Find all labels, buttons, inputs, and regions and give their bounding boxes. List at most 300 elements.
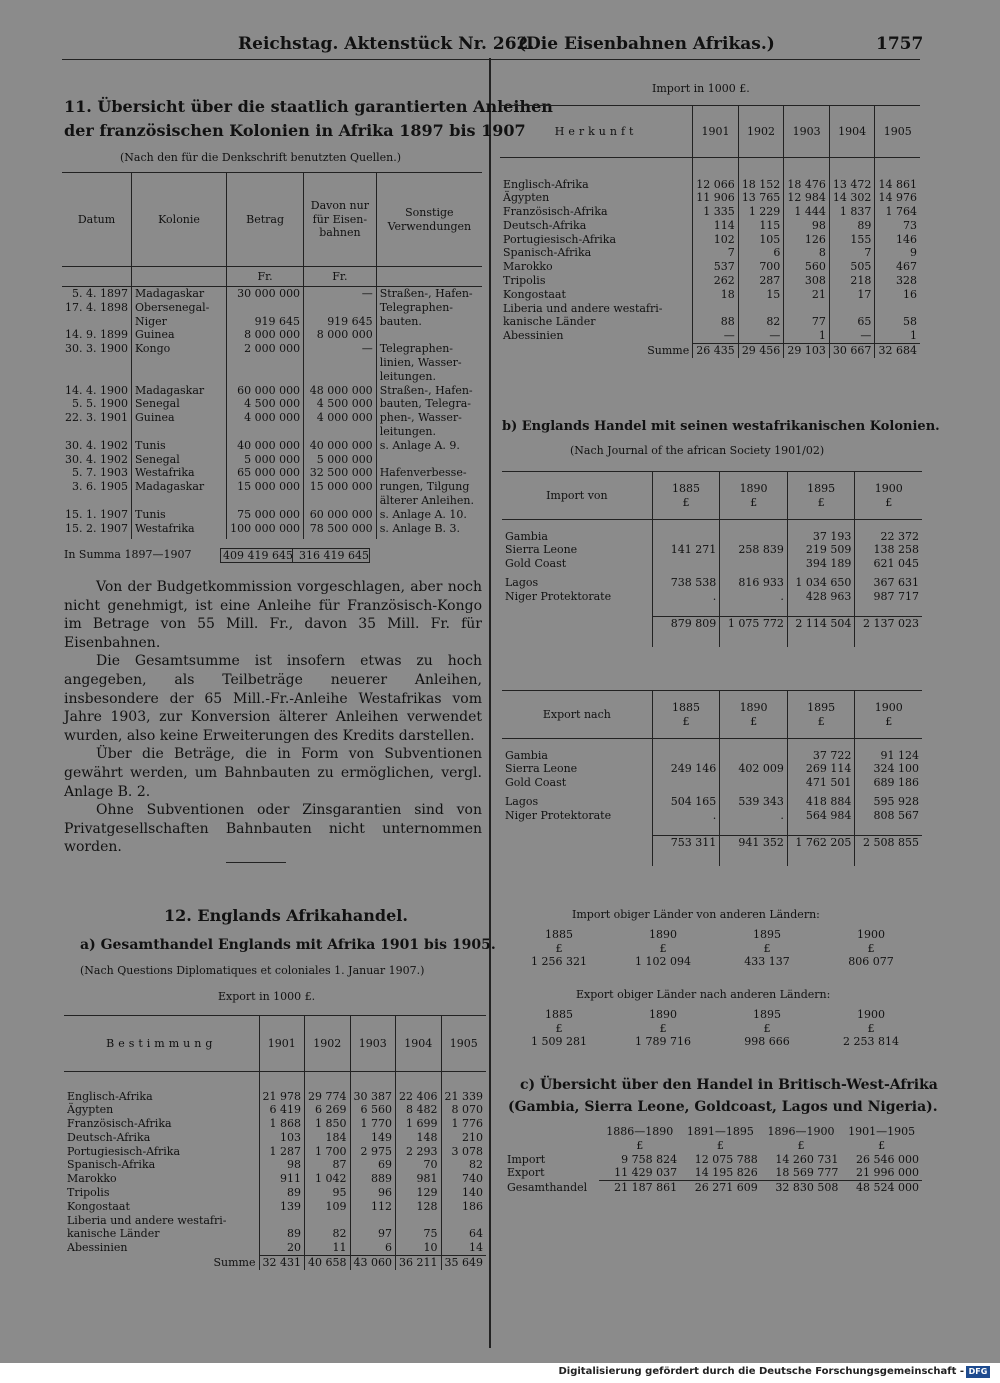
cell-value: 7: [693, 246, 739, 260]
cell-value: 21 339: [441, 1090, 486, 1104]
table-row: [500, 329, 920, 343]
export-other-caption: Export obiger Länder nach anderen Ländern:: [576, 988, 831, 1001]
cell-betrag: 75 000 000: [227, 508, 304, 522]
cell-value: 1: [784, 329, 830, 343]
cell-value: 89: [829, 219, 875, 233]
cell-value: 418 884: [787, 795, 855, 809]
cell-value: 1 700: [305, 1145, 351, 1159]
loans-total-row: [64, 548, 484, 561]
cell-value: 14 302: [829, 191, 875, 205]
table-row: [62, 494, 482, 508]
table-row: [500, 191, 920, 205]
cell-value: 82: [441, 1158, 486, 1172]
cell-value: [875, 302, 920, 316]
cell-eisen: 48 000 000: [304, 384, 377, 398]
cell-value: 740: [441, 1172, 486, 1186]
cell-value: 141 271: [652, 543, 720, 557]
year-header: 1903: [350, 1016, 396, 1072]
year-header: 1902: [738, 106, 784, 158]
cell-eisen: 32 500 000: [304, 466, 377, 480]
s12b-title: b) Englands Handel mit seinen westafrikanischen Kolonien.: [502, 419, 940, 434]
cell-colony: Niger Protektorate: [505, 589, 612, 603]
table-row: [62, 287, 482, 301]
cell-betrag: 30 000 000: [227, 287, 304, 301]
cell-value: 10: [396, 1241, 442, 1255]
cell-value: 564 984: [787, 809, 855, 828]
cell-value: 14 260 731: [775, 1152, 839, 1166]
cell-value: .: [652, 809, 720, 828]
table-row: [62, 439, 482, 453]
year-header: 1905: [875, 106, 920, 158]
year-header: 1900 £: [855, 691, 922, 739]
cell-value: —: [693, 329, 739, 343]
cell-value: 595 928: [855, 795, 922, 809]
header-rule: [62, 59, 920, 60]
cell-value: 82: [738, 315, 784, 329]
sum-label: Summe: [213, 1255, 256, 1269]
cell-colony: Lagos: [505, 576, 539, 590]
cell-value: 1 776: [441, 1117, 486, 1131]
note-paragraph: Über die Beträge, die in Form von Subventionen gewährt werden, um Bahnbauten zu ermöglichen, vergl. Anlage B. 2.: [64, 746, 482, 800]
col-sonstige: Sonstige Verwendungen: [376, 173, 482, 267]
col-kolonie: Kolonie: [131, 173, 226, 267]
table-row: [62, 397, 482, 411]
table-row: [502, 557, 922, 576]
year-header: 1895 £: [787, 472, 855, 520]
cell-value: [829, 302, 875, 316]
table-row: [62, 453, 482, 467]
sum-value: 29 456: [738, 344, 784, 358]
cell-datum: 14. 9. 1899: [65, 328, 128, 342]
cell-betrag: 65 000 000: [227, 466, 304, 480]
cell-datum: 30. 4. 1902: [65, 438, 128, 452]
cell-sonstige: phen-, Wasser-: [376, 411, 482, 425]
table-row: [502, 543, 922, 557]
import-other-grid: 1885 £ 1 256 321 1890 £ 1 102 094 1895 £ 433 137 1900 £ 806 077: [531, 928, 894, 968]
table-row: [502, 776, 922, 795]
sum-row: [502, 617, 922, 631]
cell-value: 82: [305, 1227, 351, 1241]
export-other-grid: 1885 £ 1 509 281 1890 £ 1 789 716 1895 £ 998 666 1900 £ 2 253 814: [531, 1008, 899, 1048]
cell-value: 308: [784, 274, 830, 288]
table-row: [502, 576, 922, 590]
cell-datum: 30. 3. 1900: [65, 342, 128, 356]
cell-kolonie: Guinea: [131, 328, 226, 342]
sum-value: 1 762 205: [787, 836, 855, 850]
table-row: [62, 480, 482, 494]
cell-value: 15: [738, 288, 784, 302]
cell-value: 13 472: [829, 178, 875, 192]
cell-sonstige: leitungen.: [376, 425, 482, 439]
cell-betrag: 60 000 000: [227, 384, 304, 398]
cell-colony: Gambia: [505, 529, 548, 543]
cell-datum: 22. 3. 1901: [65, 411, 128, 425]
cell-value: 148: [396, 1131, 442, 1145]
cell-region: Kongostaat: [67, 1199, 130, 1213]
cell-sonstige: [376, 328, 482, 342]
cell-value: [652, 530, 720, 544]
total-row: [504, 1181, 922, 1195]
cell-datum: [62, 494, 131, 508]
s11-notes: [64, 578, 482, 857]
cell-sonstige: bauten, Telegra-: [376, 397, 482, 411]
sum-label: [502, 617, 652, 631]
cell-value: 91 124: [855, 749, 922, 763]
cell-value: 287: [738, 274, 784, 288]
s11-title-line1: 11. Übersicht über die staatlich garantierten Anleihen: [64, 97, 553, 116]
cell-value: 88: [693, 315, 739, 329]
cell-value: 21 978: [259, 1090, 305, 1104]
cell-value: [720, 776, 788, 795]
export-other-value: 1 509 281: [531, 1035, 587, 1048]
col-herkunft: Herkunft: [500, 106, 693, 158]
cell-betrag: 2 000 000: [227, 342, 304, 356]
cell-value: [652, 776, 720, 795]
cell-value: 1 335: [693, 205, 739, 219]
bwa-body: [504, 1153, 922, 1195]
table-row: [62, 342, 482, 356]
total-betrag: 409 419 645: [220, 548, 293, 563]
cell-region: Englisch-Afrika: [503, 177, 589, 191]
unit-fr: Fr.: [227, 267, 304, 287]
cell-value: 1 229: [738, 205, 784, 219]
cell-value: [441, 1214, 486, 1228]
table-row: [62, 508, 482, 522]
cell-value: 471 501: [787, 776, 855, 795]
cell-kolonie: Tunis: [131, 439, 226, 453]
export-other-value: 1 789 716: [635, 1035, 691, 1048]
cell-value: 115: [738, 219, 784, 233]
cell-value: 700: [738, 260, 784, 274]
cell-value: 89: [259, 1186, 305, 1200]
year-header: 1890 £: [720, 691, 788, 739]
cell-value: .: [720, 590, 788, 609]
import-other-value: 1 256 321: [531, 955, 587, 968]
import-caption: Import in 1000 £.: [652, 82, 750, 95]
cell-value: 1 868: [259, 1117, 305, 1131]
table-row: [62, 384, 482, 398]
sum-value: 29 103: [784, 344, 830, 358]
year-header: 1885 £: [652, 691, 720, 739]
cell-datum: [62, 315, 131, 329]
cell-sonstige: leitungen.: [376, 370, 482, 384]
cell-value: 12 075 788: [694, 1152, 758, 1166]
sum-row: [502, 836, 922, 850]
cell-kolonie: [131, 356, 226, 370]
cell-value: 65: [829, 315, 875, 329]
cell-value: 249 146: [652, 762, 720, 776]
total-value: 32 830 508: [761, 1181, 842, 1195]
cell-region: kanische Länder: [67, 1227, 160, 1241]
cell-value: 367 631: [855, 576, 922, 590]
year-header: 1890 £: [720, 472, 788, 520]
sum-value: 30 667: [829, 344, 875, 358]
cell-value: 808 567: [855, 809, 922, 828]
cell-value: 402 009: [720, 762, 788, 776]
cell-value: 911: [259, 1172, 305, 1186]
cell-datum: [62, 356, 131, 370]
export-other-value: 998 666: [744, 1035, 790, 1048]
year-header: 1895 £: [787, 691, 855, 739]
cell-value: 73: [875, 219, 920, 233]
table-row: [502, 762, 922, 776]
cell-eisen: 4 500 000: [304, 397, 377, 411]
cell-region: Abessinien: [67, 1241, 128, 1255]
export-caption: Export in 1000 £.: [218, 990, 316, 1003]
cell-datum: 5. 7. 1903: [72, 466, 128, 480]
cell-value: 328: [875, 274, 920, 288]
cell-value: 129: [396, 1186, 442, 1200]
cell-value: 29 774: [305, 1090, 351, 1104]
cell-value: 103: [259, 1131, 305, 1145]
cell-sonstige: linien, Wasser-: [376, 356, 482, 370]
cell-region: Spanisch-Afrika: [67, 1158, 156, 1172]
col-bestimmung: Bestimmung: [64, 1016, 259, 1072]
year-header: 1901: [259, 1016, 305, 1072]
section-separator: [226, 862, 286, 863]
cell-value: 560: [784, 260, 830, 274]
cell-betrag: 8 000 000: [227, 328, 304, 342]
cell-value: [784, 302, 830, 316]
cell-betrag: 4 000 000: [227, 411, 304, 425]
cell-kolonie: [131, 370, 226, 384]
cell-betrag: [227, 494, 304, 508]
cell-region: kanische Länder: [503, 315, 596, 329]
cell-value: 98: [784, 219, 830, 233]
footer-bar: [0, 1363, 1000, 1383]
total-value: 21 187 861: [599, 1181, 680, 1195]
cell-value: —: [738, 329, 784, 343]
cell-region: Ägypten: [503, 191, 550, 205]
cell-value: 738 538: [652, 576, 720, 590]
cell-region: Liberia und andere westafri-: [503, 301, 663, 315]
cell-value: 37 722: [787, 749, 855, 763]
cell-value: 11 906: [693, 191, 739, 205]
cell-eisen: —: [304, 342, 377, 356]
cell-sonstige: [376, 453, 482, 467]
cell-value: 58: [875, 315, 920, 329]
cell-datum: [62, 370, 131, 384]
wa-export-body: [502, 749, 922, 867]
cell-value: 9: [875, 246, 920, 260]
table-row: [64, 1214, 486, 1228]
cell-value: 18 569 777: [775, 1166, 839, 1180]
cell-value: [259, 1214, 305, 1228]
wa-import-body: [502, 530, 922, 648]
cell-value: 1 034 650: [787, 576, 855, 590]
note-paragraph: Die Gesamtsumme ist insofern etwas zu hoch angegeben, als Teilbeträge neuerer Anleihen, insbesondere der 65 Mill.-Fr.-Anleihe Westafrikas vom Jahre 1903, zur Konversion älterer Anleihen verwendet wurden, also keine Erweiterungen des Kredits darstellen.: [64, 653, 482, 744]
cell-kolonie: [131, 425, 226, 439]
sum-row: [500, 344, 920, 358]
cell-value: 64: [441, 1227, 486, 1241]
cell-sonstige: Hafenverbesse-: [376, 466, 482, 480]
cell-value: 539 343: [720, 795, 788, 809]
cell-value: 621 045: [855, 557, 922, 576]
cell-value: 89: [259, 1227, 305, 1241]
s11-title-line2: der französischen Kolonien in Afrika 1897 bis 1907: [64, 121, 526, 140]
table-row: [64, 1131, 486, 1145]
cell-value: 75: [396, 1227, 442, 1241]
table-row: [64, 1090, 486, 1104]
cell-colony: Gambia: [505, 748, 548, 762]
table-row: [64, 1186, 486, 1200]
running-head: Reichstag. Aktenstück Nr. 262.: [238, 34, 535, 54]
cell-kolonie: Niger: [131, 315, 226, 329]
sum-value: 36 211: [396, 1256, 442, 1270]
col-export-nach: Export nach: [502, 691, 652, 739]
cell-value: 7: [829, 246, 875, 260]
cell-value: 2 293: [396, 1145, 442, 1159]
cell-eisen: [304, 370, 377, 384]
table-row: [500, 260, 920, 274]
cell-value: 14: [441, 1241, 486, 1255]
cell-value: 1 287: [259, 1145, 305, 1159]
total-value: 26 271 609: [680, 1181, 761, 1195]
table-row: [502, 749, 922, 763]
cell-region: Marokko: [503, 260, 553, 274]
cell-colony: Gold Coast: [505, 557, 567, 571]
table-row: [502, 795, 922, 809]
cell-betrag: 100 000 000: [227, 522, 304, 536]
table-row: [64, 1103, 486, 1117]
cell-region: Ägypten: [67, 1103, 114, 1117]
british-west-africa-table: [504, 1125, 922, 1195]
cell-value: 16: [875, 288, 920, 302]
note-paragraph: Ohne Subventionen oder Zinsgarantien sind von Privatgesellschaften Bahnbauten nicht unternommen worden.: [64, 802, 482, 856]
cell-value: 30 387: [350, 1090, 396, 1104]
cell-value: 37 193: [787, 530, 855, 544]
cell-betrag: 919 645: [227, 315, 304, 329]
cell-eisen: [304, 425, 377, 439]
table-row: [62, 356, 482, 370]
cell-value: 22 406: [396, 1090, 442, 1104]
cell-value: [693, 302, 739, 316]
cell-value: 20: [259, 1241, 305, 1255]
cell-eisen: [304, 301, 377, 315]
table-row: [500, 205, 920, 219]
cell-value: 1 837: [829, 205, 875, 219]
cell-value: 889: [350, 1172, 396, 1186]
s12-title: 12. Englands Afrikahandel.: [164, 906, 408, 925]
sum-value: 43 060: [350, 1256, 396, 1270]
cell-value: 8 482: [396, 1103, 442, 1117]
cell-value: [720, 749, 788, 763]
cell-value: [396, 1214, 442, 1228]
cell-eisen: —: [304, 287, 377, 301]
cell-label: Export: [507, 1166, 545, 1180]
period-header: 1901—1905 £: [848, 1125, 916, 1152]
cell-datum: 15. 1. 1907: [65, 507, 128, 521]
table-row: [500, 274, 920, 288]
total-label: In Summa 1897—1907: [64, 548, 192, 561]
cell-value: [720, 530, 788, 544]
running-head-subject: (Die Eisenbahnen Afrikas.): [518, 34, 775, 54]
table-row: [64, 1241, 486, 1255]
cell-value: 9 758 824: [621, 1152, 678, 1166]
cell-colony: Sierra Leone: [505, 762, 578, 776]
cell-value: 11 429 037: [614, 1166, 678, 1180]
cell-value: 14 976: [875, 191, 920, 205]
sum-value: 2 137 023: [855, 617, 922, 631]
year-header: 1901: [693, 106, 739, 158]
cell-label: Import: [507, 1152, 546, 1166]
import-other-value: 1 102 094: [635, 955, 691, 968]
cell-value: 12 066: [693, 178, 739, 192]
cell-datum: 15. 2. 1907: [65, 521, 128, 535]
cell-value: 14 861: [875, 178, 920, 192]
cell-value: 467: [875, 260, 920, 274]
cell-value: 6: [738, 246, 784, 260]
cell-datum: 17. 4. 1898: [65, 300, 128, 314]
table-row: [62, 466, 482, 480]
cell-value: 1 699: [396, 1117, 442, 1131]
cell-region: Französisch-Afrika: [67, 1117, 172, 1131]
cell-eisen: 4 000 000: [304, 411, 377, 425]
cell-value: 139: [259, 1200, 305, 1214]
cell-region: Tripolis: [503, 274, 546, 288]
cell-value: 8 070: [441, 1103, 486, 1117]
year-header: 1900 £: [855, 472, 922, 520]
cell-datum: 30. 4. 1902: [65, 452, 128, 466]
footer-credit: Digitalisierung gefördert durch die Deutsche Forschungsgemeinschaft -: [558, 1366, 964, 1377]
cell-value: 184: [305, 1131, 351, 1145]
cell-kolonie: Madagaskar: [131, 384, 226, 398]
page-number: 1757: [876, 34, 924, 54]
sum-value: 35 649: [441, 1256, 486, 1270]
total-eisen: 316 419 645: [292, 548, 370, 563]
cell-sonstige: rungen, Tilgung: [376, 480, 482, 494]
s12c-title-line2: (Gambia, Sierra Leone, Goldcoast, Lagos und Nigeria).: [508, 1099, 938, 1115]
sum-value: 879 809: [652, 617, 720, 631]
sum-value: 32 684: [875, 344, 920, 358]
cell-value: 128: [396, 1200, 442, 1214]
cell-kolonie: Obersenegal-: [131, 301, 226, 315]
cell-betrag: 15 000 000: [227, 480, 304, 494]
table-row: [502, 809, 922, 828]
cell-region: Marokko: [67, 1172, 117, 1186]
cell-value: 112: [350, 1200, 396, 1214]
sum-value: 26 435: [693, 344, 739, 358]
sum-value: 1 075 772: [720, 617, 788, 631]
cell-value: 21 996 000: [856, 1166, 919, 1180]
cell-region: Spanisch-Afrika: [503, 246, 592, 260]
cell-kolonie: Kongo: [131, 342, 226, 356]
cell-value: —: [829, 329, 875, 343]
s12a-source: (Nach Questions Diplomatiques et coloniales 1. Januar 1907.): [80, 964, 425, 977]
cell-region: Portugiesisch-Afrika: [503, 232, 617, 246]
table-row: [64, 1145, 486, 1159]
s12c-title-line1: c) Übersicht über den Handel in Britisch-West-Afrika: [520, 1077, 938, 1093]
cell-region: Deutsch-Afrika: [67, 1130, 151, 1144]
year-header: 1885 £: [652, 472, 720, 520]
cell-value: 8: [784, 246, 830, 260]
sum-row: [64, 1256, 486, 1270]
total-value: 48 524 000: [841, 1181, 922, 1195]
sum-value: 40 658: [305, 1256, 351, 1270]
table-row: [64, 1172, 486, 1186]
import-other-value: 806 077: [848, 955, 894, 968]
period-header: 1886—1890 £: [606, 1125, 674, 1152]
cell-sonstige: s. Anlage B. 3.: [376, 522, 482, 536]
import-table-body: [500, 178, 920, 358]
cell-value: [738, 302, 784, 316]
cell-sonstige: Straßen-, Hafen-: [376, 287, 482, 301]
year-header: 1904: [396, 1016, 442, 1072]
sum-value: 941 352: [720, 836, 788, 850]
cell-region: Tripolis: [67, 1186, 110, 1200]
table-row: [502, 530, 922, 544]
cell-value: 18 152: [738, 178, 784, 192]
